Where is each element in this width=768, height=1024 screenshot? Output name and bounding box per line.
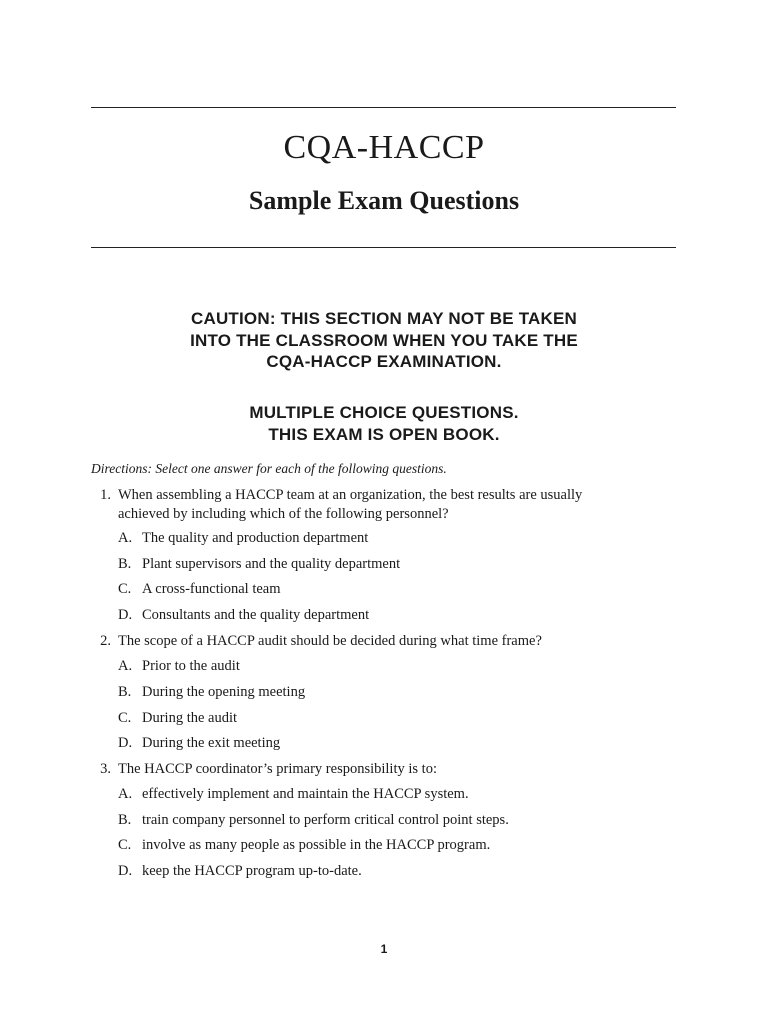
question-text-line: achieved by including which of the following personnel?	[118, 506, 449, 522]
answer-option	[118, 785, 469, 804]
option-text: involve as many people as possible in the HACCP program.	[142, 837, 491, 853]
option-letter: A.	[118, 658, 133, 674]
directions-text: Directions: Select one answer for each of the following questions.	[91, 461, 447, 476]
option-text: effectively implement and maintain the HACCP system.	[142, 786, 469, 802]
answer-option	[118, 734, 280, 753]
option-text: keep the HACCP program up-to-date.	[142, 863, 362, 879]
option-text: train company personnel to perform critical control point steps.	[142, 812, 509, 828]
question-number: 1.	[100, 487, 111, 503]
option-text: The quality and production department	[142, 530, 369, 546]
question-text	[118, 486, 678, 524]
question-number: 2.	[100, 633, 111, 649]
exam-notice-line: MULTIPLE CHOICE QUESTIONS.	[249, 403, 519, 422]
bottom-rule	[91, 247, 676, 248]
option-text: Plant supervisors and the quality department	[142, 556, 401, 572]
question-number: 3.	[100, 761, 111, 777]
document-title: CQA-HACCP	[283, 129, 485, 166]
answer-option	[118, 683, 305, 702]
caution-line: INTO THE CLASSROOM WHEN YOU TAKE THE	[190, 330, 578, 350]
option-letter: A.	[118, 786, 133, 802]
answer-option	[118, 580, 281, 599]
option-text: During the exit meeting	[142, 735, 281, 751]
caution-notice	[0, 308, 768, 373]
option-letter: C.	[118, 710, 132, 726]
option-letter: C.	[118, 581, 132, 597]
option-letter: D.	[118, 607, 133, 623]
option-text: During the audit	[142, 710, 238, 726]
question-text	[118, 632, 678, 651]
option-text: A cross-functional team	[142, 581, 281, 597]
question-text-line: The scope of a HACCP audit should be decided during what time frame?	[118, 633, 542, 649]
exam-notice	[0, 402, 768, 445]
question-text-line: When assembling a HACCP team at an organization, the best results are usually	[118, 487, 583, 503]
option-letter: D.	[118, 735, 133, 751]
option-text: Consultants and the quality department	[142, 607, 370, 623]
top-rule	[91, 107, 676, 108]
document-subtitle: Sample Exam Questions	[248, 186, 520, 215]
option-letter: C.	[118, 837, 132, 853]
answer-option	[118, 862, 362, 881]
option-text: During the opening meeting	[142, 684, 306, 700]
question-text-line: The HACCP coordinator’s primary responsibility is to:	[118, 761, 437, 777]
answer-option	[118, 836, 490, 855]
option-letter: D.	[118, 863, 133, 879]
answer-option	[118, 657, 240, 676]
question-text	[118, 760, 678, 779]
option-letter: B.	[118, 556, 132, 572]
answer-option	[118, 529, 368, 548]
answer-option	[118, 606, 369, 625]
caution-line: CQA-HACCP EXAMINATION.	[266, 352, 502, 371]
answer-option	[118, 709, 237, 728]
caution-line: CAUTION: THIS SECTION MAY NOT BE TAKEN	[190, 309, 578, 328]
answer-option	[118, 555, 400, 574]
page-number: 1	[380, 942, 388, 956]
option-text: Prior to the audit	[142, 658, 240, 674]
option-letter: B.	[118, 812, 132, 828]
option-letter: B.	[118, 684, 132, 700]
exam-notice-line: THIS EXAM IS OPEN BOOK.	[268, 424, 500, 444]
option-letter: A.	[118, 530, 133, 546]
answer-option	[118, 811, 509, 830]
